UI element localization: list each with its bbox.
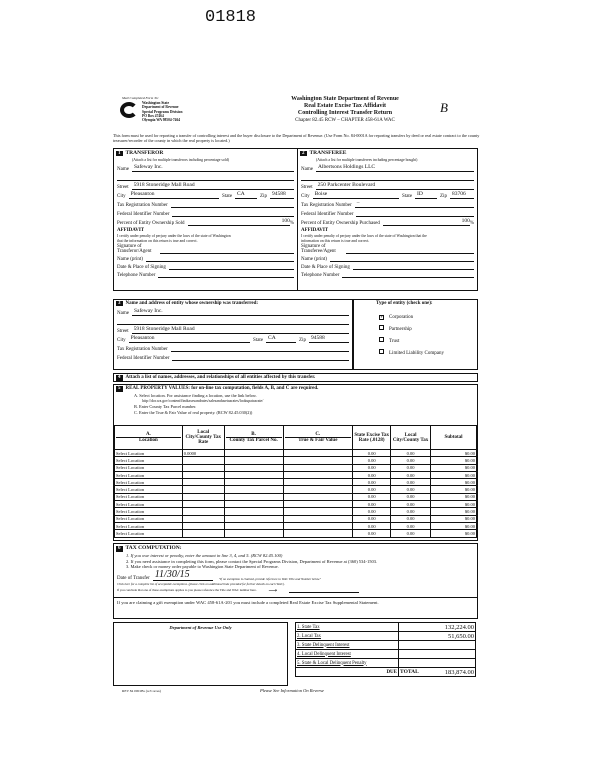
subtotal-cell: $0.00 bbox=[431, 530, 477, 537]
location-select[interactable]: Select Location bbox=[115, 530, 183, 537]
section-title: REAL PROPERTY VALUES: for on-line tax computation, fields A, B, and C are required. bbox=[125, 386, 319, 391]
transferee-tax-reg-field[interactable]: – bbox=[355, 200, 474, 208]
option-label: Limited Liability Company bbox=[389, 351, 444, 356]
totals-value[interactable] bbox=[399, 641, 476, 650]
section-title: TAX COMPUTATION: bbox=[125, 545, 182, 551]
local-tax-cell: 0.00 bbox=[391, 464, 431, 471]
local-rate-cell bbox=[182, 522, 224, 529]
reverse-note: Please See Information On Reverse bbox=[260, 688, 324, 693]
state-rate-cell: 0.00 bbox=[353, 530, 391, 537]
form-number: REV 84 0001Bs (w/Corres) bbox=[122, 689, 161, 693]
local-rate-cell: 0.0000 bbox=[182, 450, 224, 457]
tax-reg-label: Tax Registration Number bbox=[117, 203, 168, 208]
subtotal-cell: $0.00 bbox=[431, 450, 477, 457]
totals-row bbox=[296, 623, 476, 632]
subtotal-cell: $0.00 bbox=[431, 464, 477, 471]
transferee-state-field[interactable]: ID bbox=[415, 191, 437, 199]
state-rate-cell: 0.00 bbox=[353, 522, 391, 529]
tax-reg-label: Tax Registration Number bbox=[301, 203, 352, 208]
section-title: Name and address of entity whose ownership was transferred: bbox=[125, 301, 259, 306]
local-tax-cell: 0.00 bbox=[391, 450, 431, 457]
street-label: Street bbox=[117, 329, 129, 334]
entity-section bbox=[113, 299, 353, 370]
agency-line: Olympia WA 98504-7464 bbox=[142, 118, 181, 123]
department-use-box bbox=[113, 622, 288, 686]
totals-label: 5. State & Local Delinquent Penalty bbox=[296, 659, 399, 668]
local-tax-cell: 0.00 bbox=[391, 479, 431, 486]
gift-exemption-text: If you are claiming a gift exemption under WAC 458-61A-201 you must include a completed Real Estate Excise Tax Supplemental Statement. bbox=[114, 597, 477, 607]
state-rate-cell: 0.00 bbox=[353, 457, 391, 464]
section-number: 3 bbox=[118, 301, 121, 306]
state-rate-cell: 0.00 bbox=[353, 501, 391, 508]
section-note: (Attach a list for multiple transferees including percentage bought) bbox=[316, 158, 418, 162]
parcel-number-input[interactable] bbox=[224, 508, 283, 515]
column-header bbox=[391, 426, 431, 450]
zip-label: Zip bbox=[299, 338, 306, 343]
column-letter: C. bbox=[285, 432, 352, 438]
transferee-street-field[interactable]: 250 Parkcenter Boulevard bbox=[316, 182, 474, 190]
entity-type-trust[interactable] bbox=[379, 337, 477, 345]
parcel-number-input[interactable] bbox=[224, 522, 283, 529]
parcel-number-input[interactable] bbox=[224, 515, 283, 522]
arrow-right-icon: ⟶ bbox=[268, 587, 278, 594]
phone-label: Telephone Number bbox=[117, 273, 156, 278]
title-line: Real Estate Excise Tax Affidavit bbox=[304, 103, 386, 109]
local-rate-cell bbox=[182, 457, 224, 464]
table-row bbox=[115, 457, 477, 464]
section-number: 4 bbox=[118, 375, 121, 380]
location-select[interactable]: Select Location bbox=[115, 493, 183, 500]
location-select[interactable]: Select Location bbox=[115, 522, 183, 529]
transferee-name-field[interactable]: Albertsons Holdings LLC bbox=[316, 164, 474, 172]
section-number: 2 bbox=[302, 151, 305, 156]
signature-label: Signature of Transferor/Agent bbox=[117, 244, 152, 254]
section-note: (Attach a list for multiple transferors including percentage sold) bbox=[132, 158, 230, 162]
section-number: 5 bbox=[118, 386, 121, 391]
date-of-transfer-field[interactable]: 11/30/15 bbox=[153, 570, 213, 581]
totals-value[interactable] bbox=[399, 650, 476, 659]
parcel-number-input[interactable] bbox=[224, 457, 283, 464]
transferor-percent-field[interactable]: 100 bbox=[188, 218, 290, 226]
city-label: City bbox=[117, 194, 126, 199]
percent-sign: % bbox=[469, 221, 474, 226]
phone-label: Telephone Number bbox=[301, 273, 340, 278]
transferor-section bbox=[113, 148, 298, 291]
totals-label: 3. State Delinquent Interest bbox=[296, 641, 399, 650]
column-label: Location bbox=[138, 438, 158, 443]
location-select[interactable]: Select Location bbox=[115, 486, 183, 493]
table-row bbox=[115, 450, 477, 457]
subtotal-cell: $0.00 bbox=[431, 501, 477, 508]
local-tax-cell: 0.00 bbox=[391, 501, 431, 508]
entity-tax-reg-field[interactable] bbox=[171, 344, 349, 352]
state-label: State bbox=[402, 194, 413, 199]
checkbox-checked-icon[interactable]: ✓ bbox=[380, 315, 385, 320]
local-rate-cell bbox=[182, 501, 224, 508]
transferor-date-field[interactable] bbox=[169, 263, 294, 270]
title-line: Controlling Interest Transfer Return bbox=[297, 110, 393, 116]
street-label: Street bbox=[117, 185, 129, 190]
transferor-name-print-field[interactable] bbox=[146, 255, 294, 262]
zip-label: Zip bbox=[440, 194, 447, 199]
parcel-number-input[interactable] bbox=[224, 450, 283, 457]
totals-row bbox=[296, 659, 476, 668]
dor-logo-icon bbox=[120, 102, 138, 118]
transferor-fed-id-field[interactable] bbox=[172, 209, 294, 217]
city-label: City bbox=[301, 194, 310, 199]
exemption-reference-text: If you conclude that one of these exemptions applies to you please reference the Title and WAC number here. bbox=[117, 588, 257, 592]
date-place-label: Date & Place of Signing bbox=[117, 265, 166, 270]
intro-text: This form must be used for reporting a transfer of controlling interest and the buyer disclosure to the Department of Revenue. (Use Form No. 84-0001A for reporting transfers by deed or real estate contract to the county treasurer/recorder of the county in which the real property is located.) bbox=[113, 133, 480, 143]
parcel-number-input[interactable] bbox=[224, 464, 283, 471]
section-title: TRANSFEREE bbox=[309, 150, 347, 156]
fair-value-input[interactable] bbox=[283, 508, 353, 515]
totals-label: 1. State Tax bbox=[296, 623, 399, 632]
table-row bbox=[115, 471, 477, 478]
fair-value-input[interactable] bbox=[283, 530, 353, 537]
percent-sign: % bbox=[289, 221, 294, 226]
property-values-table bbox=[114, 425, 477, 538]
column-label: County Tax Parcel No. bbox=[229, 438, 278, 443]
city-label: City bbox=[117, 338, 126, 343]
column-label: True & Fair Value bbox=[298, 438, 338, 443]
parcel-number-input[interactable] bbox=[224, 493, 283, 500]
table-row bbox=[115, 522, 477, 529]
local-rate-cell bbox=[182, 486, 224, 493]
column-label: Local City/County Tax bbox=[392, 432, 429, 443]
location-select[interactable]: Select Location bbox=[115, 450, 183, 457]
instruction-item: 1. If you owe interest or penalty, enter the amount in line 3, 4, and 5. (RCW 82.45.100) bbox=[126, 553, 283, 558]
column-header bbox=[283, 426, 353, 450]
transferee-section bbox=[297, 148, 478, 291]
fed-id-label: Federal Identifier Number bbox=[301, 212, 354, 217]
local-rate-cell bbox=[182, 464, 224, 471]
real-property-section bbox=[113, 384, 478, 541]
fed-id-label: Federal Identifier Number bbox=[117, 356, 170, 361]
column-header bbox=[224, 426, 283, 450]
option-label: Trust bbox=[389, 339, 400, 344]
totals-value[interactable]: 51,650.00 bbox=[399, 632, 476, 641]
parcel-number-input[interactable] bbox=[224, 486, 283, 493]
transferor-street-field[interactable]: 5918 Stoneridge Mall Road bbox=[132, 182, 294, 190]
parcel-number-input[interactable] bbox=[224, 479, 283, 486]
transferor-tax-reg-field[interactable] bbox=[171, 200, 294, 208]
column-header bbox=[182, 426, 224, 450]
state-rate-cell: 0.00 bbox=[353, 515, 391, 522]
local-tax-cell: 0.00 bbox=[391, 471, 431, 478]
local-rate-cell bbox=[182, 479, 224, 486]
title-line: Washington State Department of Revenue bbox=[291, 96, 399, 102]
fed-id-label: Federal Identifier Number bbox=[117, 212, 170, 217]
checkbox-icon[interactable] bbox=[379, 325, 384, 330]
department-use-label: Department of Revenue Use Only bbox=[169, 625, 232, 630]
parcel-number-input[interactable] bbox=[224, 471, 283, 478]
affidavit-text: I certify under penalty of perjury under the laws of the state of Washington that the information on this return is true and correct. bbox=[301, 234, 427, 243]
transferor-signature-field[interactable] bbox=[160, 247, 294, 254]
table-row bbox=[115, 501, 477, 508]
checkbox-icon[interactable] bbox=[379, 337, 384, 342]
wac-reference-field[interactable] bbox=[289, 587, 359, 593]
totals-value[interactable] bbox=[399, 659, 476, 668]
entity-state-field[interactable]: CA bbox=[266, 335, 296, 343]
location-select[interactable]: Select Location bbox=[115, 471, 183, 478]
parcel-number-input[interactable] bbox=[224, 501, 283, 508]
local-tax-cell: 0.00 bbox=[391, 486, 431, 493]
totals-table bbox=[295, 622, 476, 677]
transferor-phone-field[interactable] bbox=[158, 271, 294, 278]
section-4-text: Attach a list of names, addresses, and relationships of all entities affected by this transfer. bbox=[125, 375, 316, 380]
totals-row bbox=[296, 650, 476, 659]
state-rate-cell: 0.00 bbox=[353, 493, 391, 500]
instruction-item: 2. If you need assistance in completing this form, please contact the Special Programs Division, Department of Revenue at (360) 534-1503. bbox=[126, 558, 378, 564]
fair-value-input[interactable] bbox=[283, 457, 353, 464]
section-4 bbox=[113, 373, 478, 382]
entity-type-corporation[interactable] bbox=[379, 315, 477, 321]
signature-label: Signature of Transferee/Agent bbox=[301, 244, 336, 254]
transferor-state-field[interactable]: CA bbox=[235, 191, 257, 199]
table-row bbox=[115, 479, 477, 486]
agency-line: Department of Revenue bbox=[142, 105, 179, 110]
entity-name-field[interactable]: Safeway Inc. bbox=[132, 308, 349, 316]
location-select[interactable]: Select Location bbox=[115, 508, 183, 515]
subtotal-cell: $0.00 bbox=[431, 522, 477, 529]
total-label: TOTAL bbox=[400, 668, 419, 675]
table-row bbox=[115, 508, 477, 515]
option-label: Corporation bbox=[389, 315, 414, 320]
location-select[interactable]: Select Location bbox=[115, 479, 183, 486]
local-tax-cell: 0.00 bbox=[391, 493, 431, 500]
instruction-c: C. Enter the True & Fair Value of real property. (RCW 82.45.030(2)) bbox=[134, 409, 253, 415]
column-label: State Excise Tax Rate (.0128) bbox=[354, 432, 390, 443]
checkbox-icon[interactable] bbox=[379, 349, 384, 354]
name-print-label: Name (print) bbox=[301, 257, 327, 262]
subtotal-cell: $0.00 bbox=[431, 515, 477, 522]
column-header bbox=[353, 426, 391, 450]
location-select[interactable]: Select Location bbox=[115, 501, 183, 508]
affidavit-heading: AFFIDAVIT bbox=[301, 228, 329, 233]
transferee-zip-field[interactable]: 83706 bbox=[450, 191, 474, 199]
state-label: State bbox=[222, 194, 233, 199]
transferee-fed-id-field[interactable] bbox=[356, 209, 474, 217]
column-label: Local City/County Tax Rate bbox=[185, 430, 221, 445]
agency-line: PO Box 47464 bbox=[142, 113, 164, 118]
name-label: Name bbox=[117, 311, 129, 316]
local-tax-cell: 0.00 bbox=[391, 457, 431, 464]
parcel-number-input[interactable] bbox=[224, 530, 283, 537]
name-line-2[interactable] bbox=[301, 173, 474, 181]
option-label: Partnership bbox=[389, 327, 412, 332]
entity-city-field[interactable]: Pleasanton bbox=[129, 335, 250, 343]
totals-row bbox=[296, 632, 476, 641]
instruction-item: 3. Make check or money order payable to Washington State Department of Revenue. bbox=[126, 564, 279, 569]
due-label: DUE bbox=[296, 668, 399, 677]
transferee-name-print-field[interactable] bbox=[330, 255, 474, 262]
mail-to-label: Mail Completed Form To: bbox=[122, 96, 159, 100]
state-rate-cell: 0.00 bbox=[353, 479, 391, 486]
table-row bbox=[115, 486, 477, 493]
location-select[interactable]: Select Location bbox=[115, 515, 183, 522]
transferor-name-field[interactable]: Safeway Inc. bbox=[132, 164, 294, 172]
fair-value-input[interactable] bbox=[283, 493, 353, 500]
local-tax-cell: 0.00 bbox=[391, 530, 431, 537]
local-tax-cell: 0.00 bbox=[391, 522, 431, 529]
entity-zip-field[interactable]: 94588 bbox=[309, 335, 349, 343]
location-select[interactable]: Select Location bbox=[115, 457, 183, 464]
fair-value-input[interactable] bbox=[283, 471, 353, 478]
exemption-note: "If no exemption is claimed, provide reference to WAC Title and Number below" bbox=[218, 576, 321, 581]
affidavit-heading: AFFIDAVIT bbox=[117, 228, 145, 233]
document-number: 01818 bbox=[205, 8, 257, 27]
date-place-label: Date & Place of Signing bbox=[301, 265, 350, 270]
table-row bbox=[115, 464, 477, 471]
local-rate-cell bbox=[182, 530, 224, 537]
instruction-b: B. Enter County Tax Parcel number. bbox=[134, 404, 197, 409]
state-rate-cell: 0.00 bbox=[353, 464, 391, 471]
transferor-city-field[interactable]: Pleasanton bbox=[129, 191, 219, 199]
name-label: Name bbox=[301, 167, 313, 172]
subtotal-cell: $0.00 bbox=[431, 471, 477, 478]
local-tax-cell: 0.00 bbox=[391, 515, 431, 522]
section-number: 6 bbox=[118, 546, 121, 551]
location-select[interactable]: Select Location bbox=[115, 464, 183, 471]
local-rate-cell bbox=[182, 508, 224, 515]
tax-computation-section bbox=[113, 543, 478, 619]
entity-type-llc[interactable] bbox=[379, 349, 477, 357]
transferee-signature-field[interactable] bbox=[346, 247, 474, 254]
exemption-list-link[interactable]: Click here for a complete list of acceptable exemptions. (please click on additional links provided for further details on each WAC). bbox=[117, 581, 285, 586]
fair-value-input[interactable] bbox=[283, 522, 353, 529]
state-label: State bbox=[253, 338, 264, 343]
table-row bbox=[115, 493, 477, 500]
subtotal-cell: $0.00 bbox=[431, 486, 477, 493]
state-rate-cell: 0.00 bbox=[353, 471, 391, 478]
subtotal-cell: $0.00 bbox=[431, 457, 477, 464]
column-letter: B. bbox=[226, 432, 282, 438]
fair-value-input[interactable] bbox=[283, 515, 353, 522]
column-letter: A. bbox=[116, 432, 181, 438]
form-title bbox=[270, 96, 420, 124]
local-rate-cell bbox=[182, 515, 224, 522]
rate-lookup-link[interactable]: http://dor.wa.gov/content/findtaxesandrates/salesandusetaxrates/lookupataxrate/ bbox=[142, 398, 264, 403]
totals-row bbox=[296, 641, 476, 650]
handwritten-initial: B bbox=[440, 100, 448, 115]
agency-line: Special Programs Division bbox=[142, 109, 183, 114]
date-of-transfer-label: Date of Transfer bbox=[117, 575, 150, 581]
percent-label: Percent of Entity Ownership Sold bbox=[117, 221, 185, 226]
instruction-a: A. Select location. For assistance finding a location, use the link below. bbox=[134, 393, 257, 398]
entity-street-field[interactable]: 5918 Stoneridge Mall Road bbox=[132, 326, 349, 334]
entity-type-partnership[interactable] bbox=[379, 325, 477, 333]
entity-type-box bbox=[353, 299, 478, 370]
percent-label: Percent of Entity Ownership Purchased bbox=[301, 221, 380, 226]
subtotal-cell: $0.00 bbox=[431, 493, 477, 500]
total-cell bbox=[399, 668, 476, 677]
transferee-city-field[interactable]: Boise bbox=[313, 191, 399, 199]
street-label: Street bbox=[301, 185, 313, 190]
fair-value-input[interactable] bbox=[283, 464, 353, 471]
section-title: TRANSFEROR bbox=[125, 150, 164, 156]
table-row bbox=[115, 530, 477, 537]
fair-value-input[interactable] bbox=[283, 450, 353, 457]
fair-value-input[interactable] bbox=[283, 501, 353, 508]
local-rate-cell bbox=[182, 471, 224, 478]
local-rate-cell bbox=[182, 493, 224, 500]
total-value[interactable]: 183,874.00 bbox=[444, 668, 474, 676]
fair-value-input[interactable] bbox=[283, 479, 353, 486]
subtotal-cell: $0.00 bbox=[431, 508, 477, 515]
transferee-date-field[interactable] bbox=[353, 263, 474, 270]
transferor-zip-field[interactable]: 94588 bbox=[270, 191, 294, 199]
totals-value[interactable]: 132,224.00 bbox=[399, 623, 476, 632]
affidavit-text: I certify under penalty of perjury under the laws of the state of Washington that the information on this return is true and correct. bbox=[117, 234, 231, 243]
state-rate-cell: 0.00 bbox=[353, 450, 391, 457]
fair-value-input[interactable] bbox=[283, 486, 353, 493]
section-number: 1 bbox=[118, 151, 121, 156]
state-rate-cell: 0.00 bbox=[353, 508, 391, 515]
name-line-2[interactable] bbox=[117, 317, 349, 325]
state-rate-cell: 0.00 bbox=[353, 486, 391, 493]
entity-fed-id-field[interactable] bbox=[172, 353, 349, 361]
local-tax-cell: 0.00 bbox=[391, 508, 431, 515]
column-header bbox=[431, 426, 477, 450]
subtotal-cell: $0.00 bbox=[431, 479, 477, 486]
zip-label: Zip bbox=[260, 194, 267, 199]
name-label: Name bbox=[117, 167, 129, 172]
table-row bbox=[115, 515, 477, 522]
totals-label: 4. Local Delinquent Interest bbox=[296, 650, 399, 659]
column-label: Subtotal bbox=[444, 435, 463, 440]
totals-label: 2. Local Tax bbox=[296, 632, 399, 641]
transferee-percent-field[interactable]: 100 bbox=[383, 218, 470, 226]
column-header bbox=[115, 426, 183, 450]
transferee-phone-field[interactable] bbox=[342, 271, 474, 278]
name-print-label: Name (print) bbox=[117, 257, 143, 262]
tax-reg-label: Tax Registration Number bbox=[117, 347, 168, 352]
entity-type-title: Type of entity (check one): bbox=[376, 301, 433, 306]
agency-address bbox=[142, 101, 182, 122]
name-line-2[interactable] bbox=[117, 173, 294, 181]
agency-line: Washington State bbox=[142, 101, 170, 105]
title-line: Chapter 82.45 RCW – CHAPTER 458-61A WAC bbox=[295, 118, 395, 123]
